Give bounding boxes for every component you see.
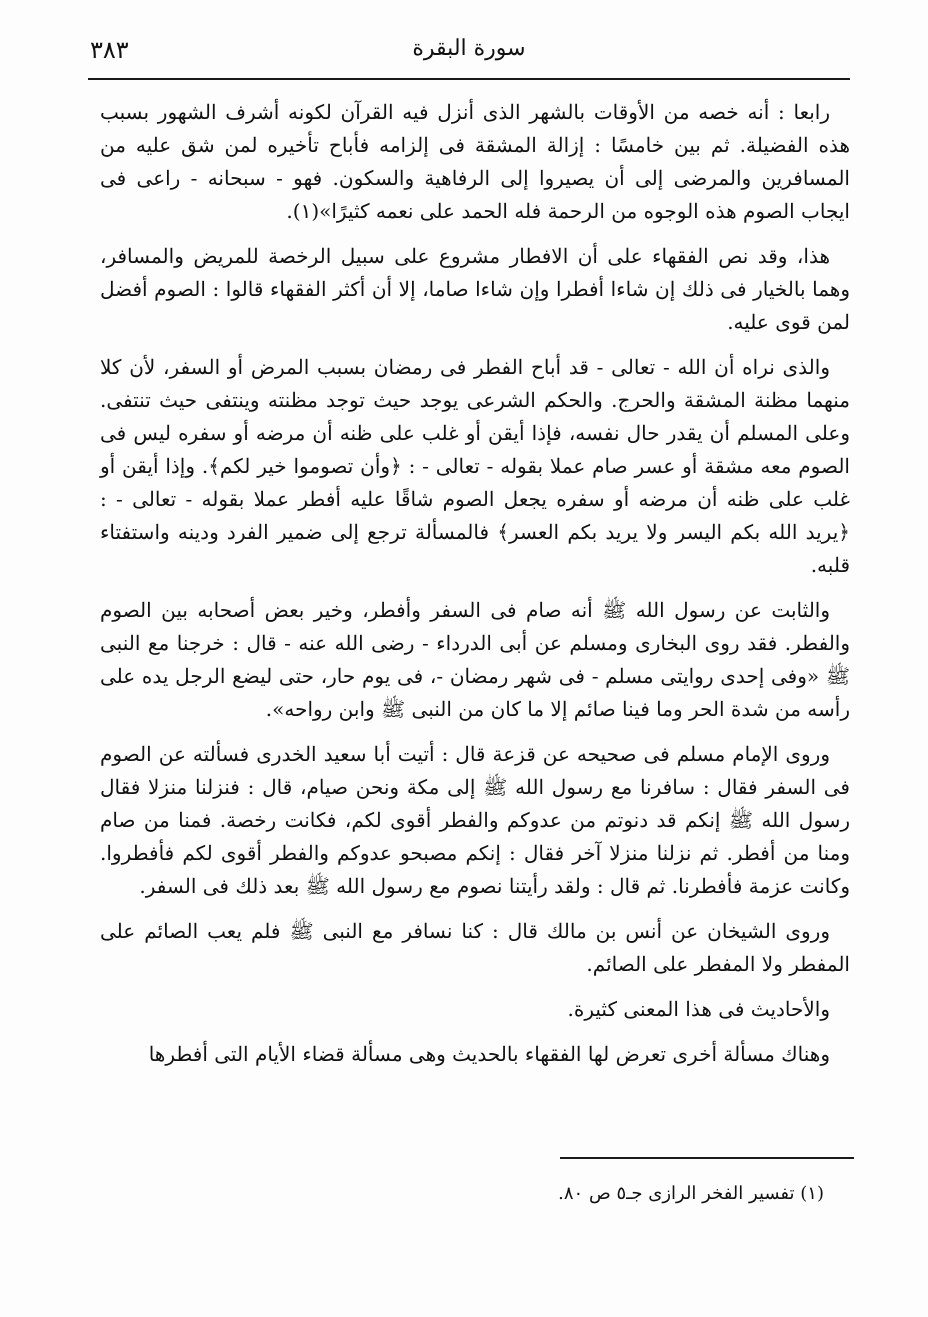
paragraph: رابعا : أنه خصه من الأوقات بالشهر الذى أنزل فيه القرآن لكونه أشرف الشهور بسبب هذه الفضيلة. ثم بين خامسًا : إزالة المشقة فى إلزامه فأباح تأخيره لمن شق عليه من المسافرين والمرضى إلى أن يصيروا إلى الرفاهية والسكون. فهو - سبحانه - راعى فى ايجاب الصوم هذه الوجوه من الرحمة فله الحمد على نعمه كثيرًا»(١). — [100, 100, 850, 223]
page-header — [90, 36, 848, 76]
surah-title: سورة البقرة — [412, 36, 526, 61]
footnote-divider — [560, 1157, 854, 1159]
paragraph: والذى نراه أن الله - تعالى - قد أباح الفطر فى رمضان بسبب المرض أو السفر، لأن كلا منهما مظنة المشقة والحرج. والحكم الشرعى يوجد حيث توجد مظنته وينتفى حيث تنتفى. وعلى المسلم أن يقدر حال نفسه، فإذا أيقن أو غلب على ظنه أن مرضه أو سفره ليس فى الصوم معه مشقة أو عسر صام عملا بقوله - تعالى - : ﴿وأن تصوموا خير لكم﴾. وإذا أيقن أو غلب على ظنه أن مرضه أو سفره يجعل الصوم شاقًا عليه أفطر عملا بقوله - تعالى - : ﴿يريد الله بكم اليسر ولا يريد بكم العسر﴾ فالمسألة ترجع إلى ضمير الفرد ودينه واستفتاء قلبه. — [100, 355, 850, 577]
paragraph: وهناك مسألة أخرى تعرض لها الفقهاء بالحديث وهى مسألة قضاء الأيام التى أفطرها — [148, 1042, 830, 1066]
paragraph: وروى الإمام مسلم فى صحيحه عن قزعة قال : أتيت أبا سعيد الخدرى فسألته عن الصوم فى السفر فقال : سافرنا مع رسول الله ﷺ إلى مكة ونحن صيام، قال : فنزلنا منزلا فقال رسول الله ﷺ إنكم قد دنوتم من عدوكم والفطر أقوى لكم، فكانت رخصة. فمنا من صام ومنا من أفطر. ثم نزلنا منزلا آخر فقال : إنكم مصبحو عدوكم والفطر أقوى لكم فأفطروا. وكانت عزمة فأفطرنا. ثم قال : ولقد رأيتنا نصوم مع رسول الله ﷺ بعد ذلك فى السفر. — [100, 742, 850, 898]
paragraph: والأحاديث فى هذا المعنى كثيرة. — [567, 997, 830, 1021]
main-text — [100, 96, 850, 1083]
paragraph: وروى الشيخان عن أنس بن مالك قال : كنا نسافر مع النبى ﷺ فلم يعب الصائم على المفطر ولا المفطر على الصائم. — [100, 919, 850, 976]
paragraph: هذا، وقد نص الفقهاء على أن الافطار مشروع على سبيل الرخصة للمريض والمسافر، وهما بالخيار فى ذلك إن شاءا أفطرا وإن شاءا صاما، إلا أن أكثر الفقهاء قالوا : الصوم أفضل لمن قوى عليه. — [100, 244, 850, 334]
page-number: ٣٨٣ — [90, 36, 129, 64]
header-divider — [88, 78, 850, 80]
paragraph: والثابت عن رسول الله ﷺ أنه صام فى السفر وأفطر، وخير بعض أصحابه بين الصوم والفطر. فقد روى البخارى ومسلم عن أبى الدرداء - رضى الله عنه - قال : خرجنا مع النبى ﷺ «وفى إحدى روايتى مسلم - فى شهر رمضان -، فى يوم حار، حتى ليضع الرجل يده على رأسه من شدة الحر وما فينا صائم إلا ما كان من النبى ﷺ وابن رواحه». — [100, 598, 850, 721]
footnote: (١) تفسير الفخر الرازى جـ٥ ص ٨٠. — [558, 1183, 824, 1204]
